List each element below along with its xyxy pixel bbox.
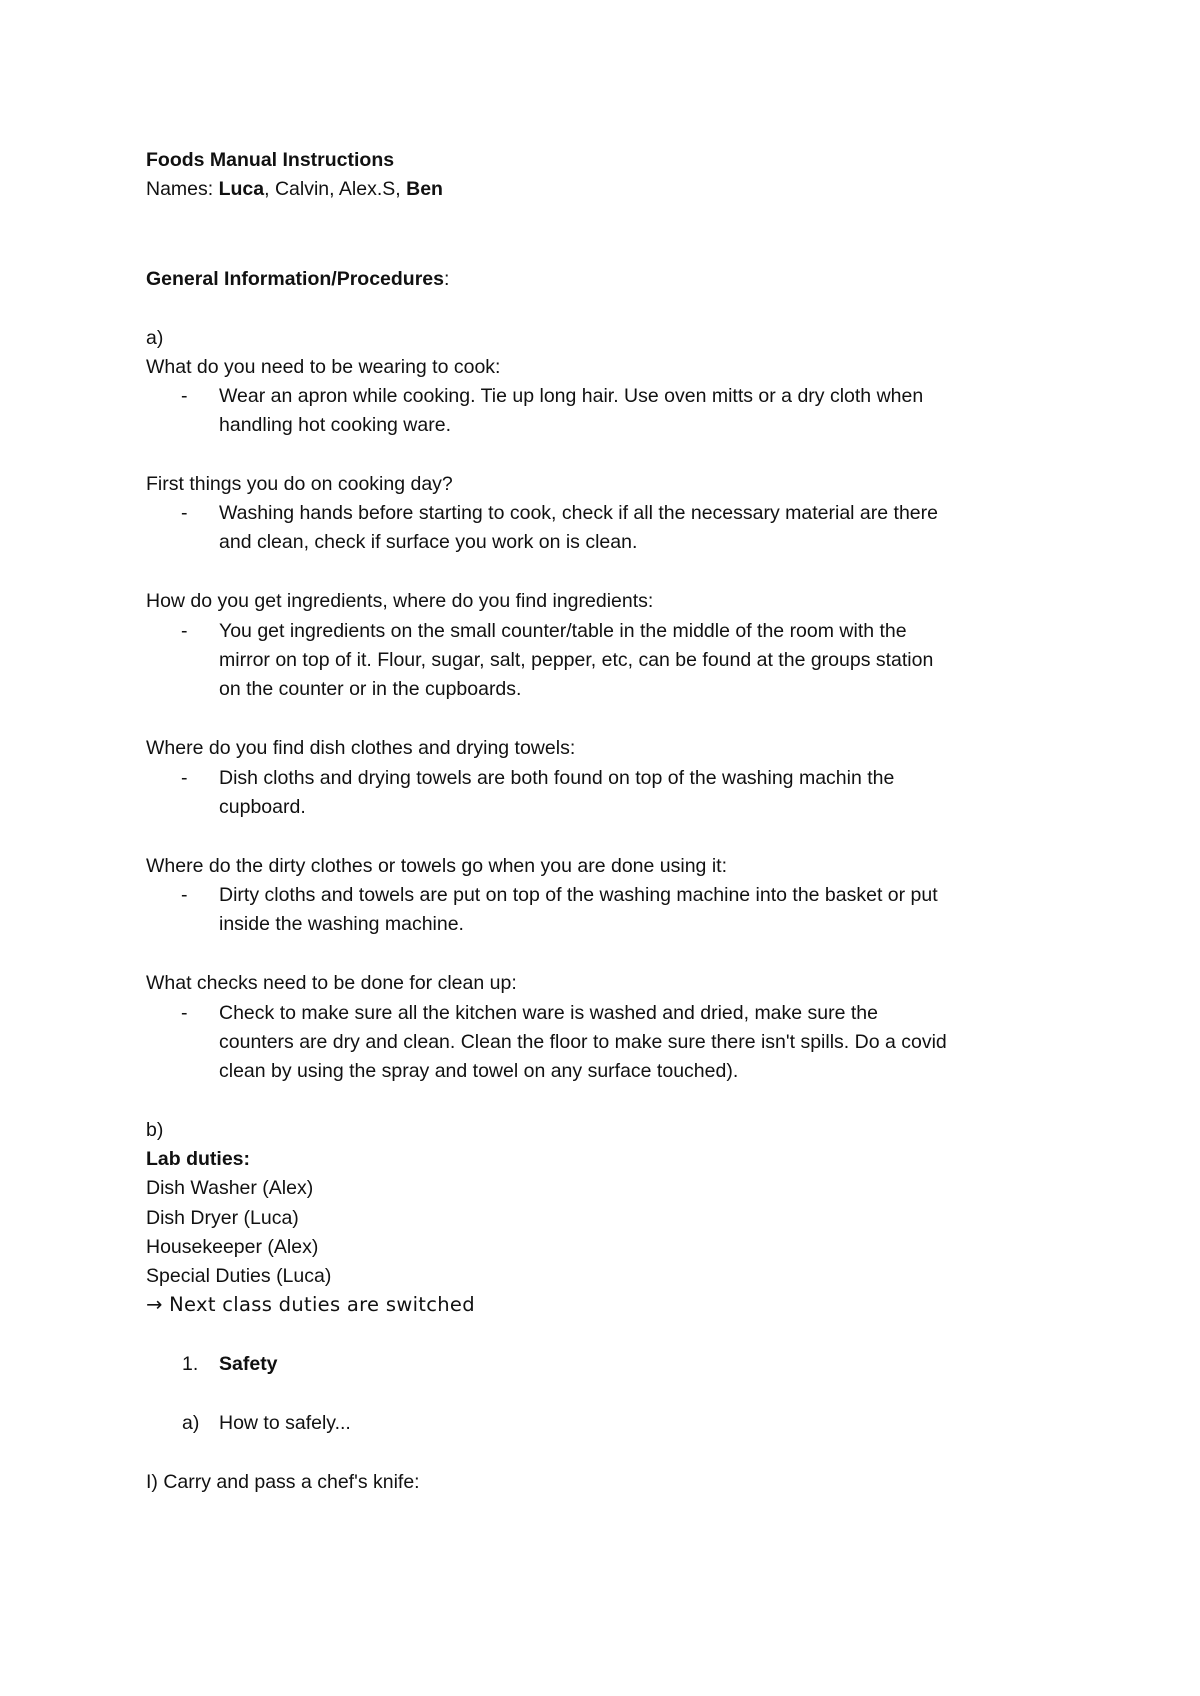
name-ben: Ben	[406, 178, 443, 200]
answer-line: Washing hands before starting to cook, check if all the necessary material are there	[219, 502, 938, 524]
duty-item: Housekeeper (Alex)	[146, 1236, 319, 1258]
bullet-dash: -	[181, 767, 188, 789]
question-dirty-towels: Where do the dirty clothes or towels go when you are done using it:	[146, 855, 727, 877]
answer-line: You get ingredients on the small counter/table in the middle of the room with the	[219, 620, 907, 642]
question-clean-up: What checks need to be done for clean up:	[146, 972, 517, 994]
answer-line: Wear an apron while cooking. Tie up long hair. Use oven mitts or a dry cloth when	[219, 385, 924, 407]
general-heading-colon: :	[444, 268, 450, 290]
answer-line: counters are dry and clean. Clean the floor to make sure there isn't spills. Do a covid	[219, 1031, 947, 1053]
answer-line: Dish cloths and drying towels are both found on top of the washing machin the	[219, 767, 895, 789]
bullet-dash: -	[181, 1002, 188, 1024]
bullet-dash: -	[181, 502, 188, 524]
lab-duties-heading: Lab duties:	[146, 1148, 251, 1170]
safety-item-knife: I) Carry and pass a chef's knife:	[146, 1471, 420, 1493]
bullet-dash: -	[181, 385, 188, 407]
answer-line: Check to make sure all the kitchen ware is washed and dried, make sure the	[219, 1002, 879, 1024]
question-ingredients: How do you get ingredients, where do you find ingredients:	[146, 590, 654, 612]
question-wearing: What do you need to be wearing to cook:	[146, 356, 501, 378]
answer-line: cupboard.	[219, 796, 306, 818]
document-title: Foods Manual Instructions	[146, 149, 395, 171]
question-dish-clothes: Where do you find dish clothes and drying towels:	[146, 737, 576, 759]
answer-line: handling hot cooking ware.	[219, 414, 451, 436]
name-luca: Luca	[218, 178, 265, 200]
duty-item: Special Duties (Luca)	[146, 1265, 332, 1287]
names-label: Names:	[146, 178, 219, 200]
names-middle: , Calvin, Alex.S,	[264, 178, 407, 200]
answer-line: on the counter or in the cupboards.	[219, 678, 522, 700]
general-heading	[146, 267, 449, 291]
answer-line: clean by using the spray and towel on any surface touched).	[219, 1060, 739, 1082]
duty-item: Dish Dryer (Luca)	[146, 1207, 299, 1229]
bullet-dash: -	[181, 620, 188, 642]
names-line	[146, 177, 443, 201]
bullet-dash: -	[181, 884, 188, 906]
answer-line: and clean, check if surface you work on is clean.	[219, 531, 638, 553]
part-a-label: a)	[146, 327, 164, 349]
duties-switch-note: → Next class duties are switched	[146, 1293, 475, 1316]
section-number: 1.	[182, 1353, 199, 1375]
safety-sub-label: a)	[182, 1412, 200, 1434]
part-b-label: b)	[146, 1119, 164, 1141]
answer-line: inside the washing machine.	[219, 913, 464, 935]
duty-item: Dish Washer (Alex)	[146, 1177, 314, 1199]
answer-line: Dirty cloths and towels are put on top of the washing machine into the basket or put	[219, 884, 938, 906]
safety-sub-text: How to safely...	[219, 1412, 351, 1434]
safety-heading: Safety	[219, 1353, 278, 1375]
answer-line: mirror on top of it. Flour, sugar, salt, pepper, etc, can be found at the groups station	[219, 649, 934, 671]
question-first-things: First things you do on cooking day?	[146, 473, 453, 495]
general-heading-text: General Information/Procedures	[146, 268, 444, 290]
